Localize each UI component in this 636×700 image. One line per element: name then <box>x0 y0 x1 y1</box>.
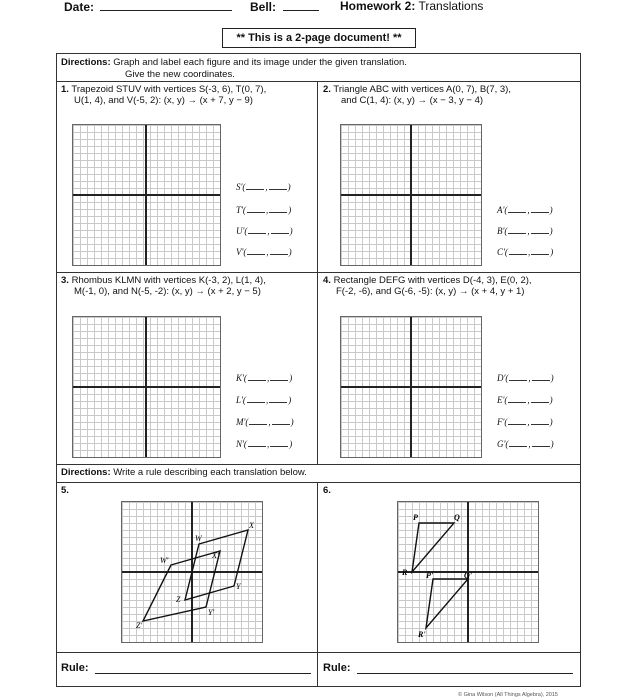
figure-pqr-prime <box>426 579 468 628</box>
grid-4[interactable] <box>340 316 482 458</box>
rule-6-label: Rule: <box>323 662 351 674</box>
label-q: Q <box>454 513 460 522</box>
answer-g-prime[interactable]: G'( , ) <box>497 439 554 449</box>
answer-n-prime[interactable]: N'( , ) <box>236 439 293 449</box>
rule-5-label: Rule: <box>61 662 89 674</box>
answer-v-prime[interactable]: V'( , ) <box>236 247 292 257</box>
date-label: Date: <box>64 0 95 14</box>
label-r-prime: R' <box>418 630 426 639</box>
answer-m-prime[interactable]: M'( , ) <box>236 417 294 427</box>
label-p-prime: P' <box>426 571 434 580</box>
label-w: W <box>195 534 202 543</box>
grid-6 <box>397 501 539 643</box>
figure-pqr <box>412 523 454 572</box>
problem-4-text: 4. Rectangle DEFG with vertices D(-4, 3), E(0, 2), F(-2, -6), and G(-6, -5): (x, y) → (x + 4, y + 1) <box>323 275 532 297</box>
bell-label: Bell: <box>250 0 277 14</box>
answer-c-prime[interactable]: C'( , ) <box>497 247 554 257</box>
problem-1-text: 1. Trapezoid STUV with vertices S(-3, 6), T(0, 7), U(1, 4), and V(-5, 2): (x, y) → (x + 7, y − 9) <box>61 84 267 106</box>
label-x: X <box>249 521 254 530</box>
problem-5-figures <box>122 502 262 642</box>
problem-6-figures <box>398 502 538 642</box>
directions-1b: Give the new coordinates. <box>125 69 235 80</box>
label-q-prime: Q' <box>464 571 472 580</box>
answer-d-prime[interactable]: D'( , ) <box>497 373 554 383</box>
label-y-prime: Y' <box>208 608 215 617</box>
answer-f-prime[interactable]: F'( , ) <box>497 417 553 427</box>
answer-t-prime[interactable]: T'( , ) <box>236 205 292 215</box>
rule-5-blank[interactable] <box>95 663 311 674</box>
grid-3[interactable] <box>72 316 221 458</box>
label-y: Y <box>236 582 241 591</box>
problem-3-text: 3. Rhombus KLMN with vertices K(-3, 2), L(1, 4), M(-1, 0), and N(-5, -2): (x, y) → (x + 2, y − 5) <box>61 275 266 297</box>
answer-s-prime[interactable]: S'( , ) <box>236 182 291 192</box>
answer-u-prime[interactable]: U'( , ) <box>236 226 293 236</box>
rule-6-blank[interactable] <box>357 663 573 674</box>
page-title: Homework 2: Translations <box>340 0 484 13</box>
answer-b-prime[interactable]: B'( , ) <box>497 226 553 236</box>
answer-e-prime[interactable]: E'( , ) <box>497 395 553 405</box>
problem-6-num: 6. <box>323 485 331 496</box>
answer-l-prime[interactable]: L'( , ) <box>236 395 292 405</box>
label-w-prime: W' <box>160 556 169 565</box>
label-p: P <box>413 513 418 522</box>
problem-2-text: 2. Triangle ABC with vertices A(0, 7), B(7, 3), and C(1, 4): (x, y) → (x − 3, y − 4) <box>323 84 511 106</box>
two-page-banner: ** This is a 2-page document! ** <box>222 28 416 48</box>
label-x-prime: X' <box>212 551 219 560</box>
answer-k-prime[interactable]: K'( , ) <box>236 373 293 383</box>
problem-5-num: 5. <box>61 485 69 496</box>
bell-blank[interactable] <box>283 0 319 11</box>
directions-1: Directions: Graph and label each figure and its image under the given translation. <box>61 57 407 68</box>
answer-a-prime[interactable]: A'( , ) <box>497 205 553 215</box>
worksheet-frame <box>56 53 581 687</box>
date-blank[interactable] <box>100 0 232 11</box>
label-r: R <box>402 568 408 577</box>
label-z-prime: Z' <box>136 621 143 630</box>
grid-2[interactable] <box>340 124 482 266</box>
label-z: Z <box>176 595 181 604</box>
copyright-credit: © Gina Wilson (All Things Algebra), 2015 <box>458 692 558 698</box>
grid-5 <box>121 501 263 643</box>
directions-2: Directions: Write a rule describing each translation below. <box>61 467 307 478</box>
grid-1[interactable] <box>72 124 221 266</box>
